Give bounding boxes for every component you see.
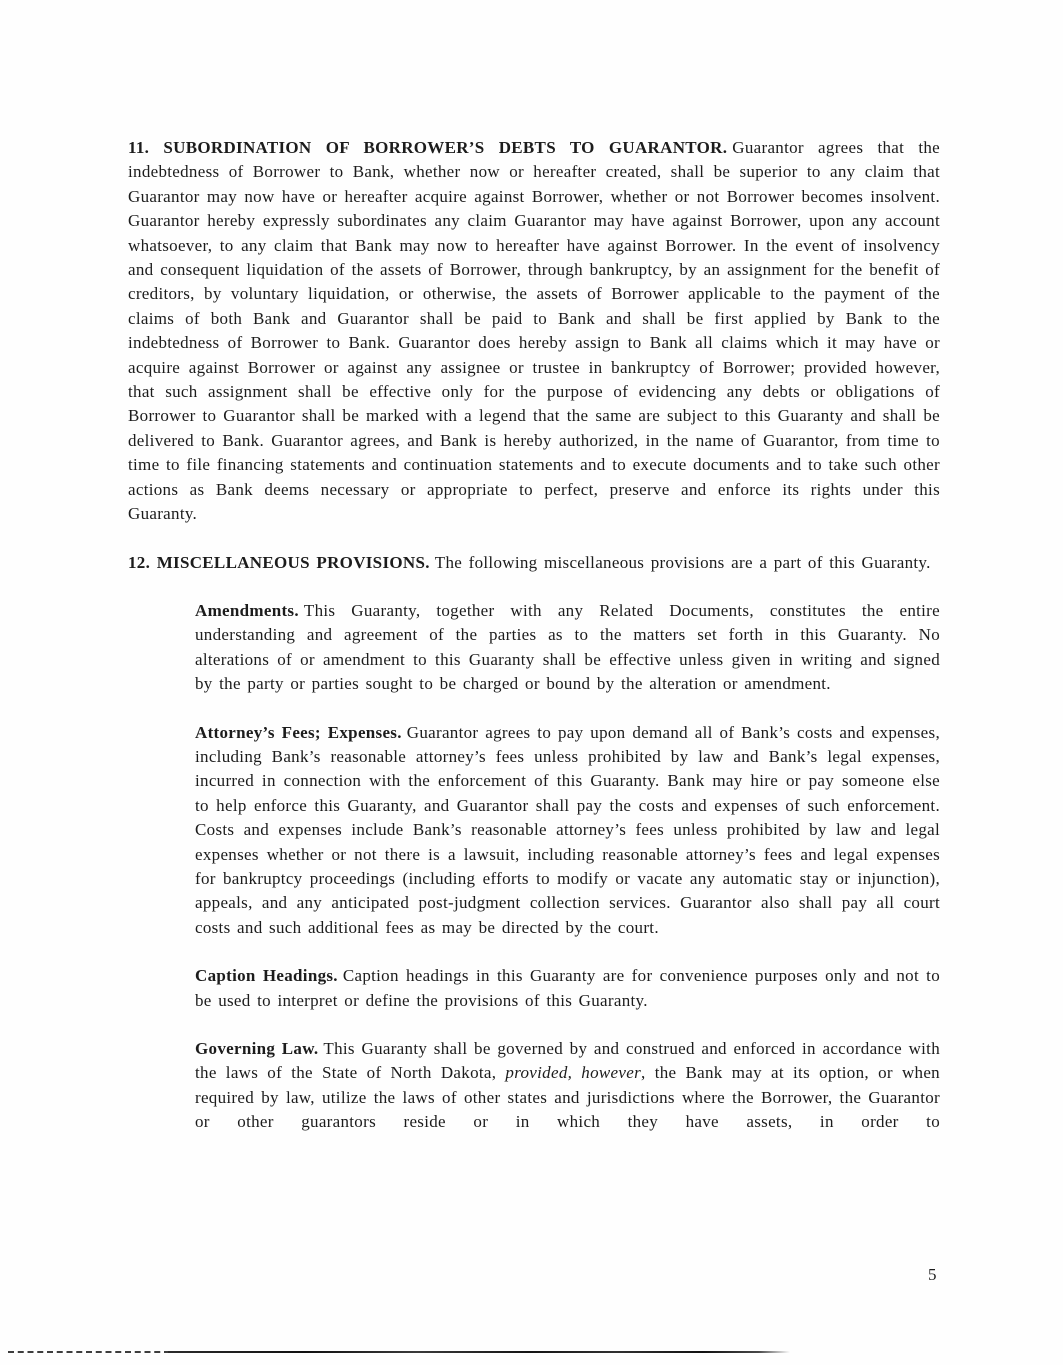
subsection-governing-law-italic-phrase: provided, however: [505, 1063, 641, 1083]
section-11-paragraph: [128, 136, 940, 527]
subsection-amendments-body: This Guaranty, together with any Related Documents, constitutes the entire understanding and agreement of the parties as to the matters set forth in this Guaranty. No alterations of or amendment to this Guaranty shall be effective unless given in writing and signed by the party or parties sought to be charged or bound by the alteration or amendment.: [195, 600, 940, 694]
subsection-caption-headings-heading: Caption Headings.: [195, 966, 338, 986]
section-11-body: Guarantor agrees that the indebtedness of Borrower to Bank, whether now or hereafter created, shall be superior to any claim that Guarantor may now have or hereafter acquire against Borrower, whether or not Borrower becomes insolvent. Guarantor hereby expressly subordinates any claim Guarantor may have against Borrower, upon any account whatsoever, to any claim that Bank may now to hereafter have against Borrower. In the event of insolvency and consequent liquidation of the assets of Borrower, through bankruptcy, by an assignment for the benefit of creditors, by voluntary liquidation, or otherwise, the assets of Borrower applicable to the payment of the claims of both Bank and Guarantor shall be paid to Bank and shall be first applied by Bank to the indebtedness of Borrower to Bank. Guarantor does hereby assign to Bank all claims which it may have or acquire against Borrower or against any assignee or trustee in bankruptcy of Borrower; provided however, that such assignment shall be effective only for the purpose of evidencing any debts or obligations of Borrower to Guarantor shall be marked with a legend that the same are subject to this Guaranty and shall be delivered to Bank. Guarantor agrees, and Bank is hereby authorized, in the name of Guarantor, from time to time to file financing statements and continuation statements and to execute documents and to take such other actions as Bank deems necessary or appropriate to perfect, preserve and enforce its rights under this Guaranty.: [128, 138, 941, 524]
section-11-heading: 11. SUBORDINATION OF BORROWER’S DEBTS TO GUARANTOR.: [128, 138, 728, 157]
page-number: 5: [928, 1265, 937, 1284]
section-12-paragraph: [128, 551, 940, 575]
subsection-governing-law-body-end: , the Bank may at its option, or when required by law, utilize the laws of other states and jurisdictions where the Borrower, the Guarantor or other guarantors reside or in which they have assets, in order to: [195, 1063, 940, 1132]
subsection-governing-law-body-start: This Guaranty shall be governed by and construed and enforced in accordance with the laws of the State of North Dakota,: [195, 1039, 940, 1083]
subsection-attorneys-fees-body: Guarantor agrees to pay upon demand all of Bank’s costs and expenses, including Bank’s reasonable attorney’s fees unless prohibited by law and Bank’s legal expenses, incurred in connection with the enforcement of this Guaranty. Bank may hire or pay someone else to help enforce this Guaranty, and Guarantor shall pay the costs and expenses of such enforcement. Costs and expenses include Bank’s reasonable attorney’s fees unless prohibited by law and legal expenses whether or not there is a lawsuit, including reasonable attorney’s fees and legal expenses for bankruptcy proceedings (including efforts to modify or vacate any automatic stay or injunction), appeals, and any anticipated post-judgment collection services. Guarantor also shall pay all court costs and such additional fees as may be directed by the court.: [195, 722, 940, 937]
subsection-amendments-heading: Amendments.: [195, 600, 299, 620]
section-12-heading: 12. MISCELLANEOUS PROVISIONS.: [128, 552, 430, 572]
subsection-amendments: [195, 599, 940, 697]
subsection-governing-law: [195, 1037, 940, 1135]
subsection-caption-headings: [195, 964, 940, 1013]
subsection-caption-headings-body: Caption headings in this Guaranty are for convenience purposes only and not to be used to interpret or define the provisions of this Guaranty.: [195, 966, 941, 1010]
document-body: [128, 136, 940, 1135]
scan-artifact-line-solid: [168, 1351, 790, 1353]
subsection-attorneys-fees: [195, 721, 940, 941]
subsection-attorneys-fees-heading: Attorney’s Fees; Expenses.: [195, 722, 402, 742]
subsection-governing-law-heading: Governing Law.: [195, 1039, 319, 1058]
section-12-body: The following miscellaneous provisions are a part of this Guaranty.: [434, 552, 931, 572]
scan-artifact-line-dashed: [8, 1351, 170, 1353]
